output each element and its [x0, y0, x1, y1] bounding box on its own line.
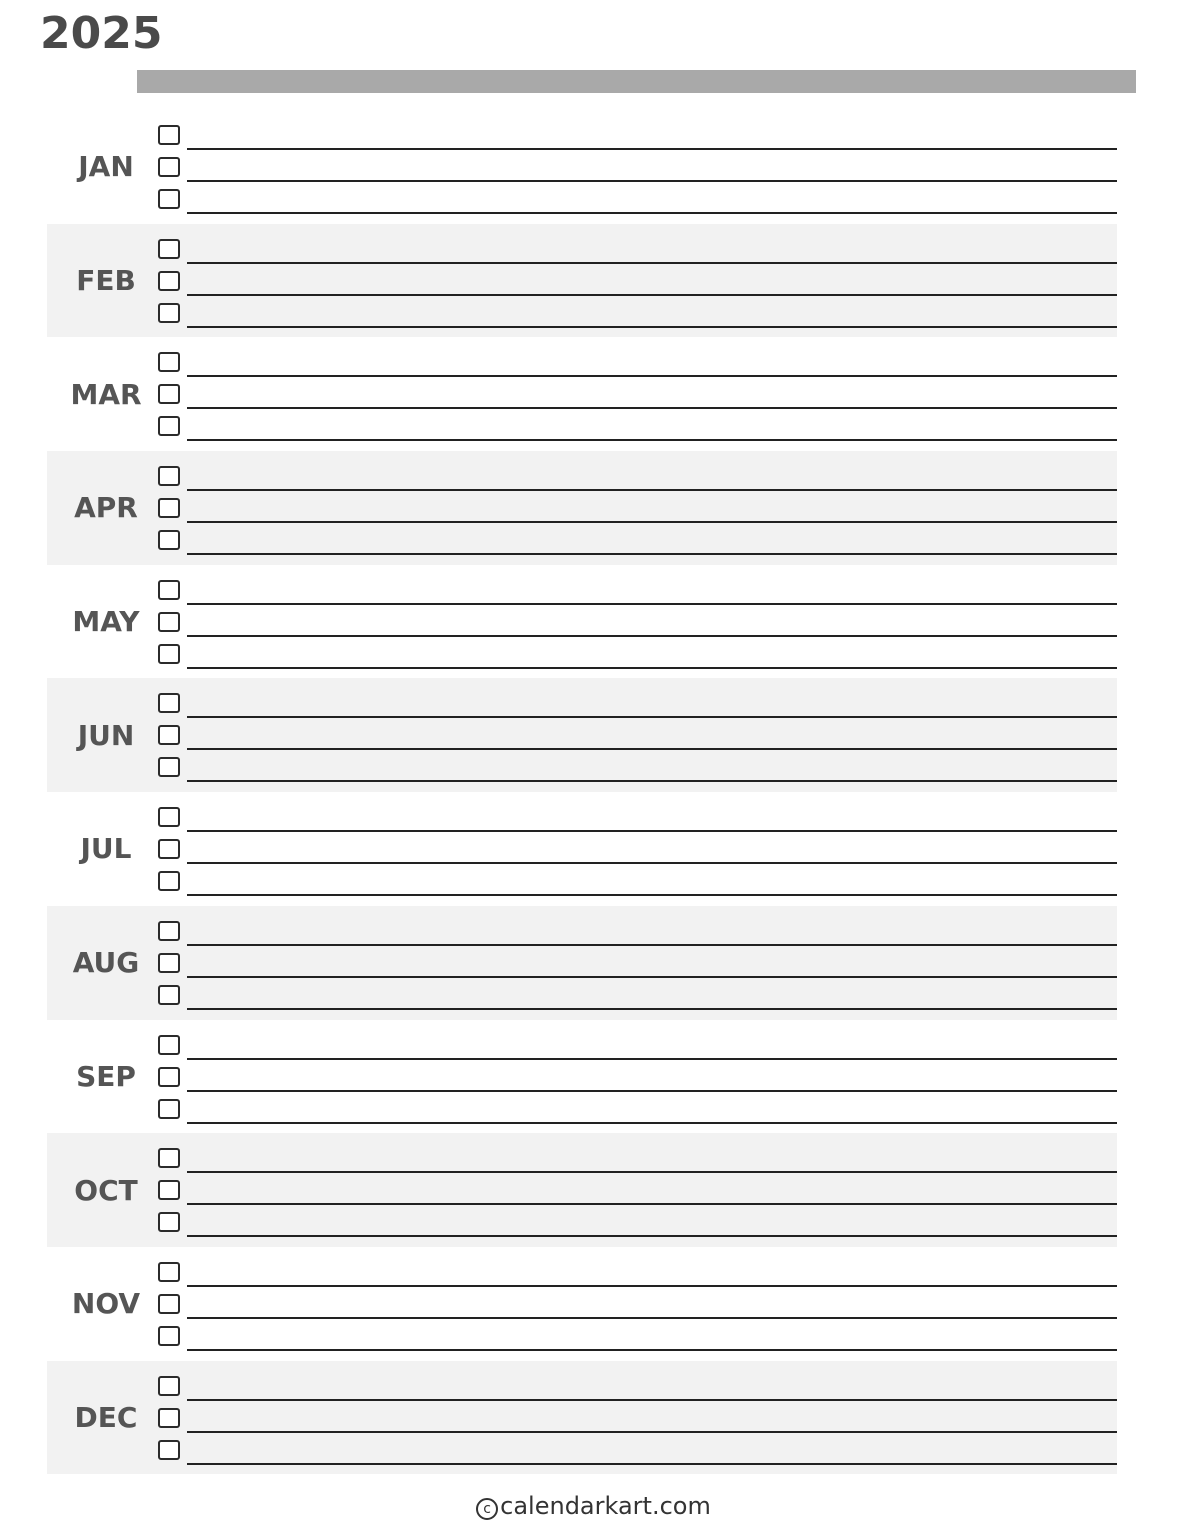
task-row: [157, 834, 1117, 866]
task-checkbox[interactable]: [158, 189, 180, 209]
task-write-line[interactable]: [187, 1399, 1117, 1401]
task-write-line[interactable]: [187, 1285, 1117, 1287]
task-row: [157, 866, 1117, 898]
task-write-line[interactable]: [187, 1235, 1117, 1237]
month-label: APR: [74, 491, 138, 525]
task-write-line[interactable]: [187, 748, 1117, 750]
month-label: MAY: [72, 605, 140, 639]
task-row: [157, 152, 1117, 184]
task-checkbox[interactable]: [158, 725, 180, 745]
month-block-jan: [47, 110, 1117, 224]
task-row: [157, 1143, 1117, 1175]
task-checkbox[interactable]: [158, 466, 180, 486]
month-label: JUN: [77, 718, 135, 752]
task-checkbox[interactable]: [158, 1212, 180, 1232]
task-checkbox[interactable]: [158, 612, 180, 632]
task-row: [157, 980, 1117, 1012]
task-row: [157, 1062, 1117, 1094]
task-checkbox[interactable]: [158, 839, 180, 859]
task-write-line[interactable]: [187, 976, 1117, 978]
task-row: [157, 411, 1117, 443]
task-row: [157, 607, 1117, 639]
task-row: [157, 234, 1117, 266]
task-checkbox[interactable]: [158, 157, 180, 177]
task-row: [157, 948, 1117, 980]
task-row: [157, 1030, 1117, 1062]
task-row: [157, 1207, 1117, 1239]
task-write-line[interactable]: [187, 439, 1117, 441]
month-block-oct: [47, 1133, 1117, 1247]
month-label: JUL: [80, 832, 132, 866]
task-checkbox[interactable]: [158, 757, 180, 777]
task-checkbox[interactable]: [158, 580, 180, 600]
month-block-nov: [47, 1247, 1117, 1361]
task-row: [157, 1403, 1117, 1435]
task-checkbox[interactable]: [158, 1035, 180, 1055]
task-checkbox[interactable]: [158, 416, 180, 436]
task-checkbox[interactable]: [158, 1408, 180, 1428]
task-write-line[interactable]: [187, 716, 1117, 718]
task-row: [157, 1094, 1117, 1126]
task-checkbox[interactable]: [158, 303, 180, 323]
task-write-line[interactable]: [187, 262, 1117, 264]
task-row: [157, 639, 1117, 671]
month-list: [47, 110, 1117, 1474]
task-write-line[interactable]: [187, 1171, 1117, 1173]
task-write-line[interactable]: [187, 1090, 1117, 1092]
task-write-line[interactable]: [187, 1463, 1117, 1465]
page-title-year: 2025: [40, 8, 163, 59]
month-label: AUG: [72, 946, 140, 980]
task-write-line[interactable]: [187, 944, 1117, 946]
task-write-line[interactable]: [187, 603, 1117, 605]
task-write-line[interactable]: [187, 326, 1117, 328]
month-block-dec: [47, 1361, 1117, 1475]
task-checkbox[interactable]: [158, 807, 180, 827]
month-block-aug: [47, 906, 1117, 1020]
task-write-line[interactable]: [187, 1431, 1117, 1433]
month-label: DEC: [74, 1400, 138, 1434]
header-bar: [137, 70, 1136, 93]
task-write-line[interactable]: [187, 553, 1117, 555]
task-checkbox[interactable]: [158, 985, 180, 1005]
task-write-line[interactable]: [187, 1317, 1117, 1319]
month-label: JAN: [78, 150, 134, 184]
task-checkbox[interactable]: [158, 271, 180, 291]
task-row: [157, 493, 1117, 525]
task-checkbox[interactable]: [158, 384, 180, 404]
task-checkbox[interactable]: [158, 1376, 180, 1396]
month-block-jul: [47, 792, 1117, 906]
task-row: [157, 379, 1117, 411]
task-write-line[interactable]: [187, 1349, 1117, 1351]
task-write-line[interactable]: [187, 1008, 1117, 1010]
task-checkbox[interactable]: [158, 644, 180, 664]
task-row: [157, 802, 1117, 834]
task-row: [157, 1289, 1117, 1321]
task-write-line[interactable]: [187, 180, 1117, 182]
task-row: [157, 184, 1117, 216]
task-write-line[interactable]: [187, 148, 1117, 150]
task-checkbox[interactable]: [158, 953, 180, 973]
task-checkbox[interactable]: [158, 530, 180, 550]
month-block-mar: [47, 337, 1117, 451]
month-label: SEP: [76, 1059, 136, 1093]
task-checkbox[interactable]: [158, 1099, 180, 1119]
task-row: [157, 720, 1117, 752]
month-block-apr: [47, 451, 1117, 565]
task-write-line[interactable]: [187, 1203, 1117, 1205]
month-label: MAR: [70, 377, 142, 411]
month-block-feb: [47, 224, 1117, 338]
task-row: [157, 1435, 1117, 1467]
task-checkbox[interactable]: [158, 1326, 180, 1346]
task-row: [157, 347, 1117, 379]
task-write-line[interactable]: [187, 294, 1117, 296]
month-block-may: [47, 565, 1117, 679]
task-write-line[interactable]: [187, 894, 1117, 896]
task-checkbox[interactable]: [158, 1262, 180, 1282]
task-row: [157, 266, 1117, 298]
month-label: FEB: [76, 264, 136, 298]
task-checkbox[interactable]: [158, 921, 180, 941]
task-checkbox[interactable]: [158, 1294, 180, 1314]
month-block-sep: [47, 1020, 1117, 1134]
task-checkbox[interactable]: [158, 693, 180, 713]
task-row: [157, 575, 1117, 607]
task-row: [157, 1175, 1117, 1207]
footer: [0, 1492, 1187, 1520]
task-write-line[interactable]: [187, 780, 1117, 782]
task-checkbox[interactable]: [158, 1180, 180, 1200]
task-checkbox[interactable]: [158, 1067, 180, 1087]
task-row: [157, 1371, 1117, 1403]
task-checkbox[interactable]: [158, 125, 180, 145]
task-row: [157, 1321, 1117, 1353]
task-row: [157, 120, 1117, 152]
task-row: [157, 298, 1117, 330]
task-row: [157, 525, 1117, 557]
task-write-line[interactable]: [187, 489, 1117, 491]
task-row: [157, 688, 1117, 720]
task-checkbox[interactable]: [158, 239, 180, 259]
month-label: NOV: [71, 1287, 141, 1321]
task-write-line[interactable]: [187, 667, 1117, 669]
footer-site-label: calendarkart.com: [500, 1492, 711, 1520]
task-checkbox[interactable]: [158, 352, 180, 372]
task-write-line[interactable]: [187, 1058, 1117, 1060]
task-row: [157, 461, 1117, 493]
task-checkbox[interactable]: [158, 1148, 180, 1168]
task-checkbox[interactable]: [158, 498, 180, 518]
task-write-line[interactable]: [187, 375, 1117, 377]
task-write-line[interactable]: [187, 635, 1117, 637]
task-write-line[interactable]: [187, 212, 1117, 214]
copyright-icon: c: [476, 1498, 498, 1520]
task-write-line[interactable]: [187, 521, 1117, 523]
task-row: [157, 752, 1117, 784]
month-block-jun: [47, 678, 1117, 792]
task-checkbox[interactable]: [158, 871, 180, 891]
task-row: [157, 916, 1117, 948]
task-write-line[interactable]: [187, 1122, 1117, 1124]
month-label: OCT: [74, 1173, 138, 1207]
task-row: [157, 1257, 1117, 1289]
task-checkbox[interactable]: [158, 1440, 180, 1460]
task-write-line[interactable]: [187, 407, 1117, 409]
task-write-line[interactable]: [187, 862, 1117, 864]
task-write-line[interactable]: [187, 830, 1117, 832]
